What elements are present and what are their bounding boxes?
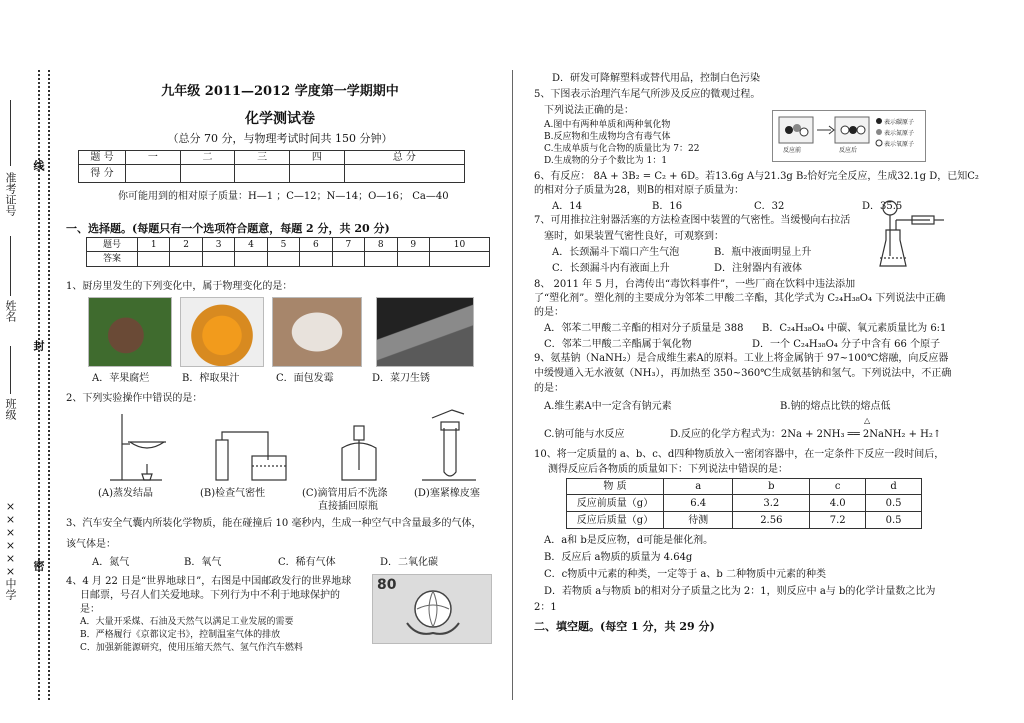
q3-stem: 3、汽车安全气囊内所装化学物质，能在碰撞后 10 毫秒内，生成一种空气中含量最多的气体，	[66, 518, 482, 529]
q8-option-c[interactable]: C．邻苯二甲酸二辛酯属于氧化物	[544, 339, 692, 350]
q7-option-b[interactable]: B．瓶中液面明显上升	[714, 247, 812, 258]
mass-table-cell: 0.5	[866, 495, 922, 512]
q1-option-a[interactable]: A．苹果腐烂	[92, 373, 150, 384]
exam-note: （总分 70 分，与物理考试时间共 150 分钟）	[167, 132, 393, 145]
answer-number: 1	[138, 238, 170, 252]
rusty-knife-photo	[376, 297, 474, 367]
q8-option-b[interactable]: B．C₂₄H₃₈O₄ 中碳、氧元素质量比为 6:1	[762, 323, 947, 334]
score-row-label: 得 分	[79, 165, 126, 183]
section-1-title: 一、选择题。(每题只有一个选项符合题意，每题 2 分，共 20 分)	[66, 222, 390, 235]
score-header-cell: 二	[180, 151, 235, 165]
globe-hands-icon	[403, 583, 463, 637]
exam-subtitle: 化学测试卷	[245, 111, 315, 127]
after-label: 反应后	[839, 147, 858, 154]
q9-option-c[interactable]: C.钠可能与水反应	[544, 429, 625, 440]
legend-nitrogen: 表示氮原子	[884, 130, 915, 137]
q6-option-c[interactable]: C．32	[754, 201, 785, 212]
legend-oxygen: 表示氧原子	[884, 141, 915, 148]
q9-stem-line1: 9、氨基钠（NaNH₂）是合成维生素A的原料。工业上将金属钠于 97~100℃熔融，向反应器	[534, 353, 949, 364]
q10-option-d[interactable]: D．若物质 a与物质 b的相对分子质量之比为 2：1，则反应中 a与 b的化学计量数之比为	[544, 586, 936, 597]
q6-stem-line1: 6、有反应： 8A + 3B₂ = C₂ + 6D。若13.6g A与21.3g B₂恰好完全反应，生成32.1g D，已知C₂	[534, 171, 979, 182]
q10-option-d-cont: 2：1	[534, 602, 557, 613]
mass-table-cell: 4.0	[810, 495, 866, 512]
score-header-cell: 一	[126, 151, 181, 165]
binding-dotted-line-2	[48, 70, 50, 700]
q10-option-a[interactable]: A．a和 b是反应物，d可能是催化剂。	[544, 535, 714, 546]
q9-option-a[interactable]: A.维生素A中一定含有钠元素	[544, 401, 672, 412]
score-header-cell: 四	[290, 151, 345, 165]
q1-option-d[interactable]: D．菜刀生锈	[372, 373, 431, 384]
class-label: 班级	[4, 398, 17, 420]
mass-table-cell: 反应后质量（g）	[567, 512, 664, 529]
moldy-bread-photo	[272, 297, 362, 367]
earth-day-stamp	[372, 574, 492, 644]
name-line	[10, 236, 11, 296]
answer-cell[interactable]	[365, 252, 397, 267]
answer-cell[interactable]	[332, 252, 364, 267]
q9-stem-line3: 的是：	[534, 383, 564, 394]
mass-table-head: b	[733, 479, 810, 495]
score-table	[78, 150, 465, 183]
score-cell[interactable]	[126, 165, 181, 183]
legend-carbon: 表示碳原子	[884, 119, 915, 126]
answer-cell[interactable]	[138, 252, 170, 267]
name-label: 姓名	[4, 300, 17, 322]
q1-option-b[interactable]: B．榨取果汁	[182, 373, 240, 384]
q4-option-b[interactable]: B．严格履行《京都议定书》，控制温室气体的排放	[80, 630, 281, 640]
stamp-value: 80	[377, 577, 397, 593]
q1-option-c[interactable]: C．面包发霉	[276, 373, 334, 384]
q9-stem-line2: 中缓慢通入无水液氨（NH₃），再加热至 350~360℃生成氨基钠和氢气。下列说法中，不正确	[534, 368, 952, 379]
mass-table-cell: 反应前质量（g）	[567, 495, 664, 512]
score-cell[interactable]	[344, 165, 464, 183]
mass-table-head: a	[664, 479, 733, 495]
orange-juice-photo	[180, 297, 264, 367]
score-header-cell: 题 号	[79, 151, 126, 165]
answer-cell[interactable]	[202, 252, 234, 267]
q2-option-d[interactable]: (D)塞紧橡皮塞	[414, 488, 480, 499]
q2-option-b[interactable]: (B)检查气密性	[200, 488, 266, 499]
q7-stem-line2: 塞时，如果装置气密性良好，可观察到：	[544, 231, 724, 242]
q5-option-d[interactable]: D.生成物的分子个数比为 1：1	[544, 156, 668, 166]
q8-option-a[interactable]: A．邻苯二甲酸二辛酯的相对分子质量是 388	[544, 323, 744, 334]
answer-number: 7	[332, 238, 364, 252]
heat-symbol: △	[864, 416, 871, 425]
before-label: 反应前	[783, 147, 802, 154]
test-tube-stopper	[422, 410, 476, 480]
exam-title: 九年级 2011—2012 学度第一学期期中	[161, 84, 399, 99]
q4-option-c[interactable]: C．加强新能源研究，使用压缩天然气、氢气作汽车燃料	[80, 643, 303, 653]
q5-lead: 下列说法正确的是：	[544, 105, 634, 116]
q8-stem-line2: 了“塑化剂”。塑化剂的主要成分为邻苯二甲酸二辛酯，其化学式为 C₂₄H₃₈O₄ 下列说法中正确	[534, 293, 946, 304]
q4-stem-line2: 日邮票，号召人们关爱地球。下列行为中不利于地球保护的	[80, 590, 340, 601]
answer-header-label: 题号	[87, 238, 138, 252]
section-2-title: 二、填空题。(每空 1 分，共 29 分)	[534, 620, 715, 633]
answer-number: 3	[202, 238, 234, 252]
q3-option-a[interactable]: A．氮气	[92, 557, 130, 568]
mass-table-cell: 6.4	[664, 495, 733, 512]
answer-row-label: 答案	[87, 252, 138, 267]
q3-stem-cont: 该气体是：	[66, 539, 116, 550]
answer-number: 9	[397, 238, 429, 252]
answer-number: 5	[267, 238, 299, 252]
exam-number-label: 准考证号	[4, 172, 17, 216]
q8-option-d[interactable]: D．一个 C₂₄H₃₈O₄ 分子中含有 66 个原子	[752, 339, 941, 350]
q3-option-d[interactable]: D．二氧化碳	[380, 557, 439, 568]
q5-reaction-diagram	[772, 110, 926, 162]
q7-option-c[interactable]: C．长颈漏斗内有液面上升	[552, 263, 670, 274]
q2-option-c[interactable]: (C)滴管用后不洗涤	[302, 488, 388, 499]
q6-option-d[interactable]: D．35.5	[862, 201, 903, 212]
q1-stem: 1、厨房里发生的下列变化中，属于物理变化的是：	[66, 281, 293, 292]
seal-mark-line: 线	[32, 160, 45, 171]
q10-option-b[interactable]: B．反应后 a物质的质量为 4.64g	[544, 552, 693, 563]
school-label: ××××××中学	[4, 500, 17, 600]
answer-table	[86, 237, 490, 267]
mass-table-head: d	[866, 479, 922, 495]
answer-number: 2	[170, 238, 202, 252]
seal-mark-seal: 封	[32, 340, 45, 351]
evaporation-apparatus	[110, 414, 166, 480]
answer-cell[interactable]	[235, 252, 267, 267]
score-cell[interactable]	[235, 165, 290, 183]
q6-option-a[interactable]: A．14	[552, 201, 582, 212]
q10-option-c[interactable]: C．c物质中元素的种类，一定等于 a、b 二种物质中元素的种类	[544, 569, 826, 580]
airtightness-apparatus	[216, 432, 286, 480]
q4-stem-line3: 是：	[80, 604, 100, 615]
q5-stem: 5、下图表示治理汽车尾气所涉及反应的微观过程。	[534, 89, 761, 100]
mass-table-cell: 待测	[664, 512, 733, 529]
q3-option-c[interactable]: C．稀有气体	[278, 557, 336, 568]
flask-syringe-apparatus	[870, 196, 950, 272]
q7-stem-line1: 7、可用推拉注射器活塞的方法检查图中装置的气密性。当缓慢向右拉活	[534, 215, 851, 226]
answer-cell[interactable]	[300, 252, 332, 267]
answer-number: 8	[365, 238, 397, 252]
rotten-apple-photo	[88, 297, 172, 367]
q2-option-c-cont: 直接插回原瓶	[318, 501, 378, 512]
q4-option-a[interactable]: A．大量开采煤、石油及天然气以满足工业发展的需要	[80, 617, 294, 627]
column-divider	[512, 70, 513, 700]
q5-option-b[interactable]: B.反应物和生成物均含有毒气体	[544, 132, 671, 142]
score-cell[interactable]	[290, 165, 345, 183]
answer-number: 10	[429, 238, 489, 252]
q2-apparatus-figures	[92, 408, 492, 488]
q6-stem-line2: 的相对分子质量为28，则B的相对原子质量为：	[534, 185, 745, 196]
atomic-masses: 你可能用到的相对原子质量：H—1 ；C—12；N—14；O—16； Ca—40	[118, 191, 449, 202]
mass-table-head: 物 质	[567, 479, 664, 495]
mass-table-cell: 2.56	[733, 512, 810, 529]
mass-table-head: c	[810, 479, 866, 495]
q10-mass-table	[566, 478, 922, 529]
answer-number: 6	[300, 238, 332, 252]
mass-table-cell: 3.2	[733, 495, 810, 512]
answer-number: 4	[235, 238, 267, 252]
answer-cell[interactable]	[170, 252, 202, 267]
q4-option-d[interactable]: D．研发可降解塑料或替代用品，控制白色污染	[552, 73, 761, 84]
q6-option-b[interactable]: B．16	[652, 201, 683, 212]
q7-option-a[interactable]: A．长颈漏斗下端口产生气泡	[552, 247, 680, 258]
q4-stem-line1: 4、4 月 22 日是“世界地球日”，右图是中国邮政发行的世界地球	[66, 576, 352, 587]
answer-cell[interactable]	[267, 252, 299, 267]
q5-option-c[interactable]: C.生成单质与化合物的质量比为 7：22	[544, 144, 700, 154]
exam-number-line	[10, 100, 11, 166]
mass-table-cell: 0.5	[866, 512, 922, 529]
dropper-bottle	[342, 426, 376, 480]
mass-table-cell: 7.2	[810, 512, 866, 529]
score-header-cell: 三	[235, 151, 290, 165]
q10-stem-line1: 10、将一定质量的 a、b、c、d四种物质放入一密闭容器中，在一定条件下反应一段时间后，	[534, 449, 945, 460]
q9-option-b[interactable]: B.钠的熔点比铁的熔点低	[780, 401, 891, 412]
q10-stem-line2: 测得反应后各物质的质量如下：下列说法中错误的是：	[548, 464, 788, 475]
q9-option-d[interactable]: D.反应的化学方程式为：2Na + 2NH₃ ══ 2NaNH₂ + H₂↑	[670, 429, 942, 440]
q7-option-d[interactable]: D．注射器内有液体	[714, 263, 803, 274]
answer-cell[interactable]	[429, 252, 489, 267]
seal-mark-secret: 密	[32, 560, 45, 571]
class-line	[10, 346, 11, 394]
q3-option-b[interactable]: B．氧气	[184, 557, 222, 568]
q8-stem-line3: 的是：	[534, 307, 564, 318]
answer-cell[interactable]	[397, 252, 429, 267]
score-cell[interactable]	[180, 165, 235, 183]
q8-stem-line1: 8、 2011 年 5 月，台湾传出“毒饮料事件”，一些厂商在饮料中违法添加	[534, 279, 856, 290]
score-header-cell: 总 分	[344, 151, 464, 165]
q2-stem: 2、下列实验操作中错误的是：	[66, 393, 203, 404]
q2-option-a[interactable]: (A)蒸发结晶	[98, 488, 154, 499]
q5-option-a[interactable]: A.图中有两种单质和两种氧化物	[544, 120, 671, 130]
